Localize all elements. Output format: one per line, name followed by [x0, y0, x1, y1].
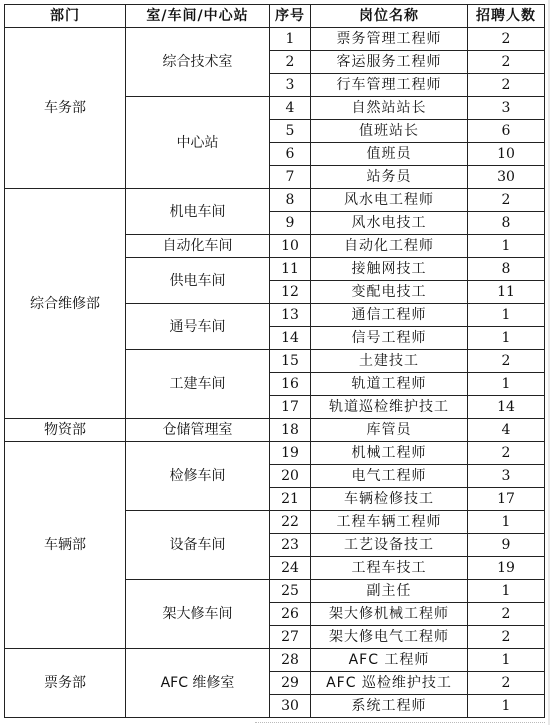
headcount-cell: 2 — [468, 28, 545, 51]
table-row — [5, 28, 545, 51]
header-headcount: 招聘人数 — [468, 5, 545, 28]
position-cell: AFC 巡检维护技工 — [311, 672, 468, 695]
headcount-cell: 30 — [468, 166, 545, 189]
position-cell: 票务管理工程师 — [311, 28, 468, 51]
headcount-cell: 1 — [468, 304, 545, 327]
number-cell: 9 — [270, 212, 311, 235]
headcount-cell: 2 — [468, 51, 545, 74]
headcount-cell: 2 — [468, 350, 545, 373]
position-cell: 风水电工程师 — [311, 189, 468, 212]
number-cell: 28 — [270, 649, 311, 672]
number-cell: 19 — [270, 442, 311, 465]
position-cell: 值班站长 — [311, 120, 468, 143]
headcount-cell: 3 — [468, 465, 545, 488]
position-cell: 系统工程师 — [311, 695, 468, 718]
number-cell: 4 — [270, 97, 311, 120]
headcount-cell: 9 — [468, 534, 545, 557]
number-cell: 3 — [270, 74, 311, 97]
number-cell: 8 — [270, 189, 311, 212]
position-cell: 工艺设备技工 — [311, 534, 468, 557]
number-cell: 26 — [270, 603, 311, 626]
position-cell: 土建技工 — [311, 350, 468, 373]
position-cell: 客运服务工程师 — [311, 51, 468, 74]
number-cell: 6 — [270, 143, 311, 166]
headcount-cell: 6 — [468, 120, 545, 143]
position-cell: AFC 工程师 — [311, 649, 468, 672]
position-cell: 自然站站长 — [311, 97, 468, 120]
recruitment-table — [4, 4, 545, 718]
number-cell: 23 — [270, 534, 311, 557]
position-cell: 架大修电气工程师 — [311, 626, 468, 649]
position-cell: 自动化工程师 — [311, 235, 468, 258]
position-cell: 风水电技工 — [311, 212, 468, 235]
position-cell: 电气工程师 — [311, 465, 468, 488]
position-cell: 通信工程师 — [311, 304, 468, 327]
unit-cell: 架大修车间 — [126, 580, 270, 649]
headcount-cell: 8 — [468, 212, 545, 235]
headcount-cell: 1 — [468, 580, 545, 603]
number-cell: 1 — [270, 28, 311, 51]
unit-cell: 通号车间 — [126, 304, 270, 350]
headcount-cell: 2 — [468, 74, 545, 97]
headcount-cell: 4 — [468, 419, 545, 442]
number-cell: 13 — [270, 304, 311, 327]
number-cell: 30 — [270, 695, 311, 718]
number-cell: 2 — [270, 51, 311, 74]
headcount-cell: 2 — [468, 442, 545, 465]
number-cell: 5 — [270, 120, 311, 143]
headcount-cell: 2 — [468, 626, 545, 649]
table-row — [5, 649, 545, 672]
number-cell: 12 — [270, 281, 311, 304]
headcount-cell: 3 — [468, 97, 545, 120]
header-row — [5, 5, 545, 28]
department-cell: 物资部 — [5, 419, 126, 442]
number-cell: 29 — [270, 672, 311, 695]
position-cell: 工程车技工 — [311, 557, 468, 580]
headcount-cell: 1 — [468, 649, 545, 672]
headcount-cell: 1 — [468, 373, 545, 396]
number-cell: 27 — [270, 626, 311, 649]
headcount-cell: 2 — [468, 672, 545, 695]
number-cell: 21 — [270, 488, 311, 511]
position-cell: 车辆检修技工 — [311, 488, 468, 511]
header-position: 岗位名称 — [311, 5, 468, 28]
table-row — [5, 189, 545, 212]
department-cell: 综合维修部 — [5, 189, 126, 419]
number-cell: 20 — [270, 465, 311, 488]
number-cell: 16 — [270, 373, 311, 396]
position-cell: 信号工程师 — [311, 327, 468, 350]
headcount-cell: 1 — [468, 695, 545, 718]
position-cell: 架大修机械工程师 — [311, 603, 468, 626]
number-cell: 25 — [270, 580, 311, 603]
number-cell: 24 — [270, 557, 311, 580]
unit-cell: 工建车间 — [126, 350, 270, 419]
headcount-cell: 1 — [468, 327, 545, 350]
unit-cell: 设备车间 — [126, 511, 270, 580]
table-body — [5, 28, 545, 718]
number-cell: 10 — [270, 235, 311, 258]
dotted-rule — [255, 721, 545, 723]
headcount-cell: 8 — [468, 258, 545, 281]
headcount-cell: 1 — [468, 235, 545, 258]
unit-cell: 中心站 — [126, 97, 270, 189]
position-cell: 行车管理工程师 — [311, 74, 468, 97]
department-cell: 票务部 — [5, 649, 126, 718]
number-cell: 22 — [270, 511, 311, 534]
number-cell: 18 — [270, 419, 311, 442]
headcount-cell: 14 — [468, 396, 545, 419]
number-cell: 11 — [270, 258, 311, 281]
number-cell: 7 — [270, 166, 311, 189]
position-cell: 机械工程师 — [311, 442, 468, 465]
header-unit: 室/车间/中心站 — [126, 5, 270, 28]
headcount-cell: 11 — [468, 281, 545, 304]
position-cell: 库管员 — [311, 419, 468, 442]
position-cell: 接触网技工 — [311, 258, 468, 281]
headcount-cell: 2 — [468, 189, 545, 212]
header-number: 序号 — [270, 5, 311, 28]
unit-cell: 机电车间 — [126, 189, 270, 235]
number-cell: 14 — [270, 327, 311, 350]
position-cell: 工程车辆工程师 — [311, 511, 468, 534]
headcount-cell: 19 — [468, 557, 545, 580]
unit-cell: 综合技术室 — [126, 28, 270, 97]
table-row — [5, 442, 545, 465]
number-cell: 15 — [270, 350, 311, 373]
department-cell: 车务部 — [5, 28, 126, 189]
unit-cell: 自动化车间 — [126, 235, 270, 258]
department-cell: 车辆部 — [5, 442, 126, 649]
position-cell: 轨道工程师 — [311, 373, 468, 396]
unit-cell: 仓储管理室 — [126, 419, 270, 442]
position-cell: 站务员 — [311, 166, 468, 189]
position-cell: 副主任 — [311, 580, 468, 603]
table-row — [5, 419, 545, 442]
header-department: 部门 — [5, 5, 126, 28]
headcount-cell: 2 — [468, 603, 545, 626]
headcount-cell: 1 — [468, 511, 545, 534]
headcount-cell: 17 — [468, 488, 545, 511]
unit-cell: 供电车间 — [126, 258, 270, 304]
position-cell: 值班员 — [311, 143, 468, 166]
position-cell: 轨道巡检维护技工 — [311, 396, 468, 419]
unit-cell: 检修车间 — [126, 442, 270, 511]
number-cell: 17 — [270, 396, 311, 419]
headcount-cell: 10 — [468, 143, 545, 166]
position-cell: 变配电技工 — [311, 281, 468, 304]
unit-cell: AFC 维修室 — [126, 649, 270, 718]
